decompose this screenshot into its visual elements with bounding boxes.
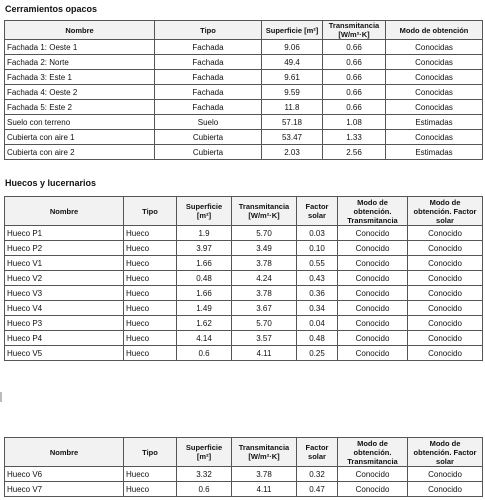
table-cell: 0.55 — [297, 256, 338, 271]
table-cell: 0.66 — [323, 55, 386, 70]
column-header: Modo de obtención. Factor solar — [408, 438, 483, 467]
table-cell: Fachada 5: Este 2 — [5, 100, 155, 115]
table-cell: Hueco P2 — [5, 241, 124, 256]
table-cell: 5.70 — [232, 316, 297, 331]
column-header: Tipo — [124, 438, 177, 467]
table-cell: 0.66 — [323, 70, 386, 85]
table-cell: Fachada — [155, 70, 262, 85]
table-cell: Suelo con terreno — [5, 115, 155, 130]
table-cell: Hueco V2 — [5, 271, 124, 286]
table-cell: Conocido — [338, 331, 408, 346]
table-cell: Estimadas — [386, 115, 483, 130]
table-cell: 57.18 — [262, 115, 323, 130]
table-row — [5, 115, 483, 130]
table-cell: Hueco V7 — [5, 482, 124, 497]
table-cell: 0.6 — [177, 346, 232, 361]
column-header: Factor solar — [297, 438, 338, 467]
table-cell: Hueco — [124, 467, 177, 482]
table-row — [5, 346, 483, 361]
column-header: Modo de obtención — [386, 21, 483, 40]
table-cell: Conocido — [338, 346, 408, 361]
table-cell: Conocido — [408, 482, 483, 497]
table-cell: 9.59 — [262, 85, 323, 100]
table-cell: 0.25 — [297, 346, 338, 361]
column-header: Factor solar — [297, 197, 338, 226]
table-huecos-continuacion — [4, 437, 483, 497]
table-cell: 0.66 — [323, 100, 386, 115]
table-cell: Conocido — [408, 331, 483, 346]
table-row — [5, 241, 483, 256]
table-cell: Conocido — [338, 286, 408, 301]
table-cell: 53.47 — [262, 130, 323, 145]
column-header: Modo de obtención. Transmitancia — [338, 438, 408, 467]
table-cell: 5.70 — [232, 226, 297, 241]
table-cell: 4.24 — [232, 271, 297, 286]
table-cell: Conocido — [338, 467, 408, 482]
table-cell: Conocido — [408, 226, 483, 241]
table-cell: Fachada — [155, 55, 262, 70]
table-cell: Hueco — [124, 301, 177, 316]
table-row — [5, 145, 483, 160]
table-cell: Conocido — [338, 301, 408, 316]
table-cell: Conocido — [408, 301, 483, 316]
table-row — [5, 482, 483, 497]
table-cell: 2.56 — [323, 145, 386, 160]
table-cell: Conocido — [408, 346, 483, 361]
table-cell: Conocido — [338, 271, 408, 286]
table-cell: 4.14 — [177, 331, 232, 346]
table-cell: Hueco — [124, 271, 177, 286]
table-cell: Conocidas — [386, 40, 483, 55]
section-title-huecos: Huecos y lucernarios — [5, 178, 97, 188]
table-row — [5, 130, 483, 145]
table-cell: Hueco P4 — [5, 331, 124, 346]
table-cell: 0.10 — [297, 241, 338, 256]
table-cell: 0.48 — [297, 331, 338, 346]
column-header: Nombre — [5, 438, 124, 467]
table-cell: 1.9 — [177, 226, 232, 241]
table-cell: 1.66 — [177, 286, 232, 301]
table-cell: Hueco — [124, 346, 177, 361]
table-cell: 0.43 — [297, 271, 338, 286]
table-cell: 4.11 — [232, 482, 297, 497]
table-row — [5, 100, 483, 115]
table-huecos-lucernarios — [4, 196, 483, 361]
table-row — [5, 271, 483, 286]
table-cell: Fachada 4: Oeste 2 — [5, 85, 155, 100]
table-cell: 3.57 — [232, 331, 297, 346]
table-cell: 0.04 — [297, 316, 338, 331]
page-edge-mark — [0, 392, 2, 402]
table-cell: Conocido — [338, 241, 408, 256]
table-cell: Cubierta con aire 1 — [5, 130, 155, 145]
table-row — [5, 286, 483, 301]
table-cell: 0.6 — [177, 482, 232, 497]
table-cell: 3.78 — [232, 467, 297, 482]
table-cell: Conocidas — [386, 130, 483, 145]
table-row — [5, 331, 483, 346]
table-cell: 9.61 — [262, 70, 323, 85]
table-cell: 3.78 — [232, 286, 297, 301]
table-cell: Hueco — [124, 286, 177, 301]
table-cell: Hueco — [124, 331, 177, 346]
table-row — [5, 256, 483, 271]
table-cell: Fachada 2: Norte — [5, 55, 155, 70]
column-header: Nombre — [5, 197, 124, 226]
table-cell: Hueco — [124, 241, 177, 256]
table-cell: Fachada 1: Oeste 1 — [5, 40, 155, 55]
table-cell: Fachada — [155, 85, 262, 100]
table-cell: Hueco — [124, 316, 177, 331]
table-cell: 0.03 — [297, 226, 338, 241]
table-cell: Hueco — [124, 256, 177, 271]
table-cell: 11.8 — [262, 100, 323, 115]
table-row — [5, 316, 483, 331]
table-row — [5, 55, 483, 70]
table-cell: Conocido — [338, 256, 408, 271]
column-header: Nombre — [5, 21, 155, 40]
table-row — [5, 301, 483, 316]
table-cell: Fachada — [155, 100, 262, 115]
table-cell: Conocido — [408, 286, 483, 301]
table-cell: Cubierta — [155, 130, 262, 145]
table-cell: Cubierta con aire 2 — [5, 145, 155, 160]
table-cell: Suelo — [155, 115, 262, 130]
table-cell: Conocido — [338, 226, 408, 241]
table-cell: Conocidas — [386, 55, 483, 70]
table-cell: 1.33 — [323, 130, 386, 145]
table-cell: Estimadas — [386, 145, 483, 160]
column-header: Superficie [m²] — [177, 438, 232, 467]
table-cell: 1.08 — [323, 115, 386, 130]
column-header: Tipo — [124, 197, 177, 226]
table-cell: 3.49 — [232, 241, 297, 256]
table-cell: Conocido — [408, 316, 483, 331]
table-cell: 2.03 — [262, 145, 323, 160]
column-header: Modo de obtención. Transmitancia — [338, 197, 408, 226]
table-cell: Hueco — [124, 482, 177, 497]
table-cell: Conocido — [408, 256, 483, 271]
table-cell: 0.48 — [177, 271, 232, 286]
table-cell: 0.66 — [323, 40, 386, 55]
table-cell: 49.4 — [262, 55, 323, 70]
table-row — [5, 40, 483, 55]
table-cell: 0.47 — [297, 482, 338, 497]
table-cell: 3.67 — [232, 301, 297, 316]
table-row — [5, 467, 483, 482]
table-cerramientos-opacos — [4, 20, 483, 160]
table-cell: Conocido — [408, 467, 483, 482]
table-cell: 0.34 — [297, 301, 338, 316]
table-cell: Hueco V4 — [5, 301, 124, 316]
table-cell: Hueco V3 — [5, 286, 124, 301]
table-row — [5, 226, 483, 241]
table-cell: 1.66 — [177, 256, 232, 271]
table-cell: 3.97 — [177, 241, 232, 256]
table-cell: Conocido — [408, 271, 483, 286]
table-cell: Hueco V5 — [5, 346, 124, 361]
table-cell: Fachada 3: Este 1 — [5, 70, 155, 85]
table-cell: 3.78 — [232, 256, 297, 271]
table-cell: 0.32 — [297, 467, 338, 482]
column-header: Transmitancia [W/m²·K] — [232, 438, 297, 467]
table-cell: Hueco V6 — [5, 467, 124, 482]
table-cell: Conocidas — [386, 70, 483, 85]
table-cell: Conocidas — [386, 100, 483, 115]
table-cell: Hueco P1 — [5, 226, 124, 241]
table-cell: Conocido — [338, 482, 408, 497]
column-header: Modo de obtención. Factor solar — [408, 197, 483, 226]
column-header: Superficie [m²] — [262, 21, 323, 40]
column-header: Superficie [m²] — [177, 197, 232, 226]
table-cell: 1.49 — [177, 301, 232, 316]
table-cell: Fachada — [155, 40, 262, 55]
table-cell: Cubierta — [155, 145, 262, 160]
table-cell: Hueco — [124, 226, 177, 241]
table-row — [5, 85, 483, 100]
table-cell: 1.62 — [177, 316, 232, 331]
table-cell: 9.06 — [262, 40, 323, 55]
table-cell: 4.11 — [232, 346, 297, 361]
table-cell: Conocidas — [386, 85, 483, 100]
table-cell: Hueco V1 — [5, 256, 124, 271]
section-title-opacos: Cerramientos opacos — [5, 4, 98, 14]
column-header: Transmitancia [W/m²·K] — [323, 21, 386, 40]
column-header: Transmitancia [W/m²·K] — [232, 197, 297, 226]
table-cell: 0.66 — [323, 85, 386, 100]
column-header: Tipo — [155, 21, 262, 40]
table-cell: Hueco P3 — [5, 316, 124, 331]
table-cell: 3.32 — [177, 467, 232, 482]
table-cell: Conocido — [408, 241, 483, 256]
table-cell: Conocido — [338, 316, 408, 331]
table-row — [5, 70, 483, 85]
table-cell: 0.36 — [297, 286, 338, 301]
